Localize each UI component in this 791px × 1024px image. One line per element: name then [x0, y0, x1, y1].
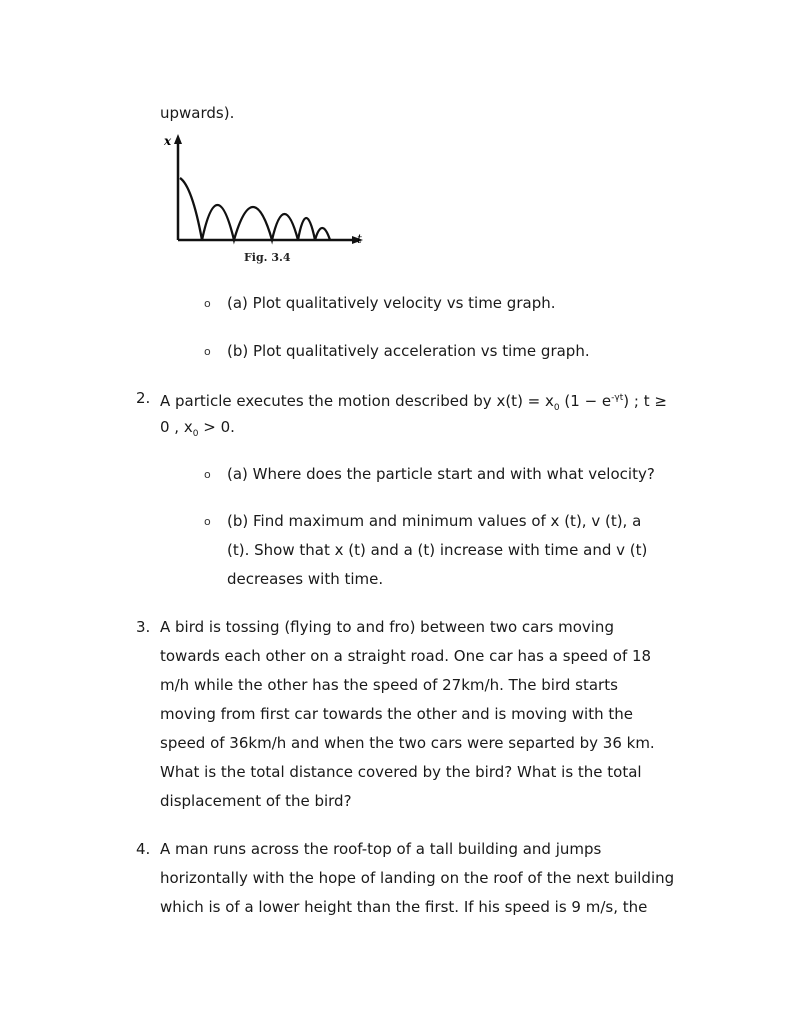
q4-number: 4. [136, 840, 151, 858]
q1-sub-a: (a) Plot qualitatively velocity vs time graph. [227, 294, 556, 312]
figure-caption: Fig. 3.4 [244, 251, 291, 264]
q2-number: 2. [136, 389, 151, 407]
t-axis-label: t [357, 232, 362, 246]
q2-line-2: 0 , $x_0 > 0$. [160, 418, 235, 439]
q2-sub-b-line-3: decreases with time. [227, 570, 384, 588]
bouncing-ball-figure [162, 130, 372, 270]
q3-number: 3. [136, 618, 151, 636]
q3-line: displacement of the bird? [160, 792, 352, 810]
q3-line: A bird is tossing (flying to and fro) between two cars moving [160, 618, 614, 636]
x-axis-arrow [174, 134, 182, 144]
q2-line-1: A particle executes the motion described by $x(t) = x_0$ $(1 - e^{-\gamma t})$ ; t ≥ [160, 392, 667, 413]
q3-line: m/h while the other has the speed of 27km/h. The bird starts [160, 676, 618, 694]
intro-tail-text: upwards). [160, 104, 235, 122]
q2-sub-b-line-1: (b) Find maximum and minimum values of x (t), v (t), a [227, 512, 642, 530]
q3-line: speed of 36km/h and when the two cars were separted by 36 km. [160, 734, 655, 752]
q3-line: What is the total distance covered by the bird? What is the total [160, 763, 642, 781]
bullet-icon: o [204, 345, 211, 358]
x-axis-label: x [164, 134, 172, 148]
q4-line: A man runs across the roof-top of a tall building and jumps [160, 840, 602, 858]
bullet-icon: o [204, 468, 211, 481]
bounce-curve [180, 178, 330, 240]
q4-line: horizontally with the hope of landing on the roof of the next building [160, 869, 675, 887]
q3-line: towards each other on a straight road. One car has a speed of 18 [160, 647, 652, 665]
q4-line: which is of a lower height than the first. If his speed is 9 m/s, the [160, 898, 648, 916]
bullet-icon: o [204, 515, 211, 528]
q3-line: moving from first car towards the other and is moving with the [160, 705, 633, 723]
q1-sub-b: (b) Plot qualitatively acceleration vs time graph. [227, 342, 590, 360]
q2-sub-a: (a) Where does the particle start and with what velocity? [227, 465, 655, 483]
bullet-icon: o [204, 297, 211, 310]
q2-sub-b-line-2: (t). Show that x (t) and a (t) increase with time and v (t) [227, 541, 648, 559]
